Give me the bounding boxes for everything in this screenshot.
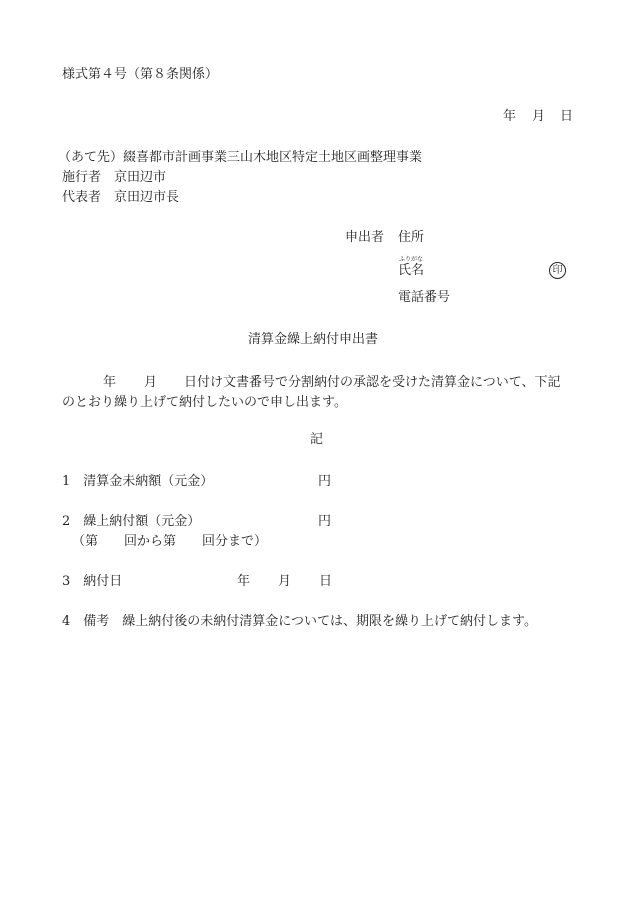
item1-label: 1 清算金未納額（元金） <box>62 474 214 489</box>
body-month: 月 <box>144 375 158 390</box>
item3-label: 3 納付日 <box>62 574 123 589</box>
item2-unit: 円 <box>318 514 332 529</box>
item2-label: 2 繰上納付額（元金） <box>62 514 201 529</box>
body-year: 年 <box>103 375 117 390</box>
item2-note: （第 回から第 回分まで） <box>72 534 268 549</box>
item3-year: 年 <box>237 574 251 589</box>
applicant-address-label: 住所 <box>398 230 425 245</box>
name-furigana: ふりがな <box>399 256 424 263</box>
seal-mark-icon: 印 <box>549 262 566 279</box>
applicant-name-label: 氏名 <box>398 263 425 278</box>
representative: 代表者 京田辺市長 <box>62 190 180 205</box>
ki-heading: 記 <box>310 432 324 447</box>
date-day: 日 <box>560 109 574 124</box>
addressee: （あて先）綴喜都市計画事業三山木地区特定土地区画整理事業 <box>58 150 423 165</box>
document-title: 清算金繰上納付申出書 <box>248 332 379 347</box>
applicant-label: 申出者 <box>345 230 385 245</box>
item3-day: 日 <box>319 574 333 589</box>
body-line1: 日付け文書番号で分割納付の承認を受けた清算金について、下記 <box>184 375 561 390</box>
item4-remarks: 4 備考 繰上納付後の未納付清算金については、期限を繰り上げて納付します。 <box>62 614 537 629</box>
body-line2: のとおり繰り上げて納付したいので申し出ます。 <box>62 395 347 410</box>
date-year: 年 <box>503 109 517 124</box>
form-number: 様式第４号（第８条関係） <box>62 67 219 82</box>
executor: 施行者 京田辺市 <box>62 170 167 185</box>
applicant-phone-label: 電話番号 <box>398 290 451 305</box>
item3-month: 月 <box>278 574 292 589</box>
date-month: 月 <box>532 109 546 124</box>
item1-unit: 円 <box>318 474 332 489</box>
